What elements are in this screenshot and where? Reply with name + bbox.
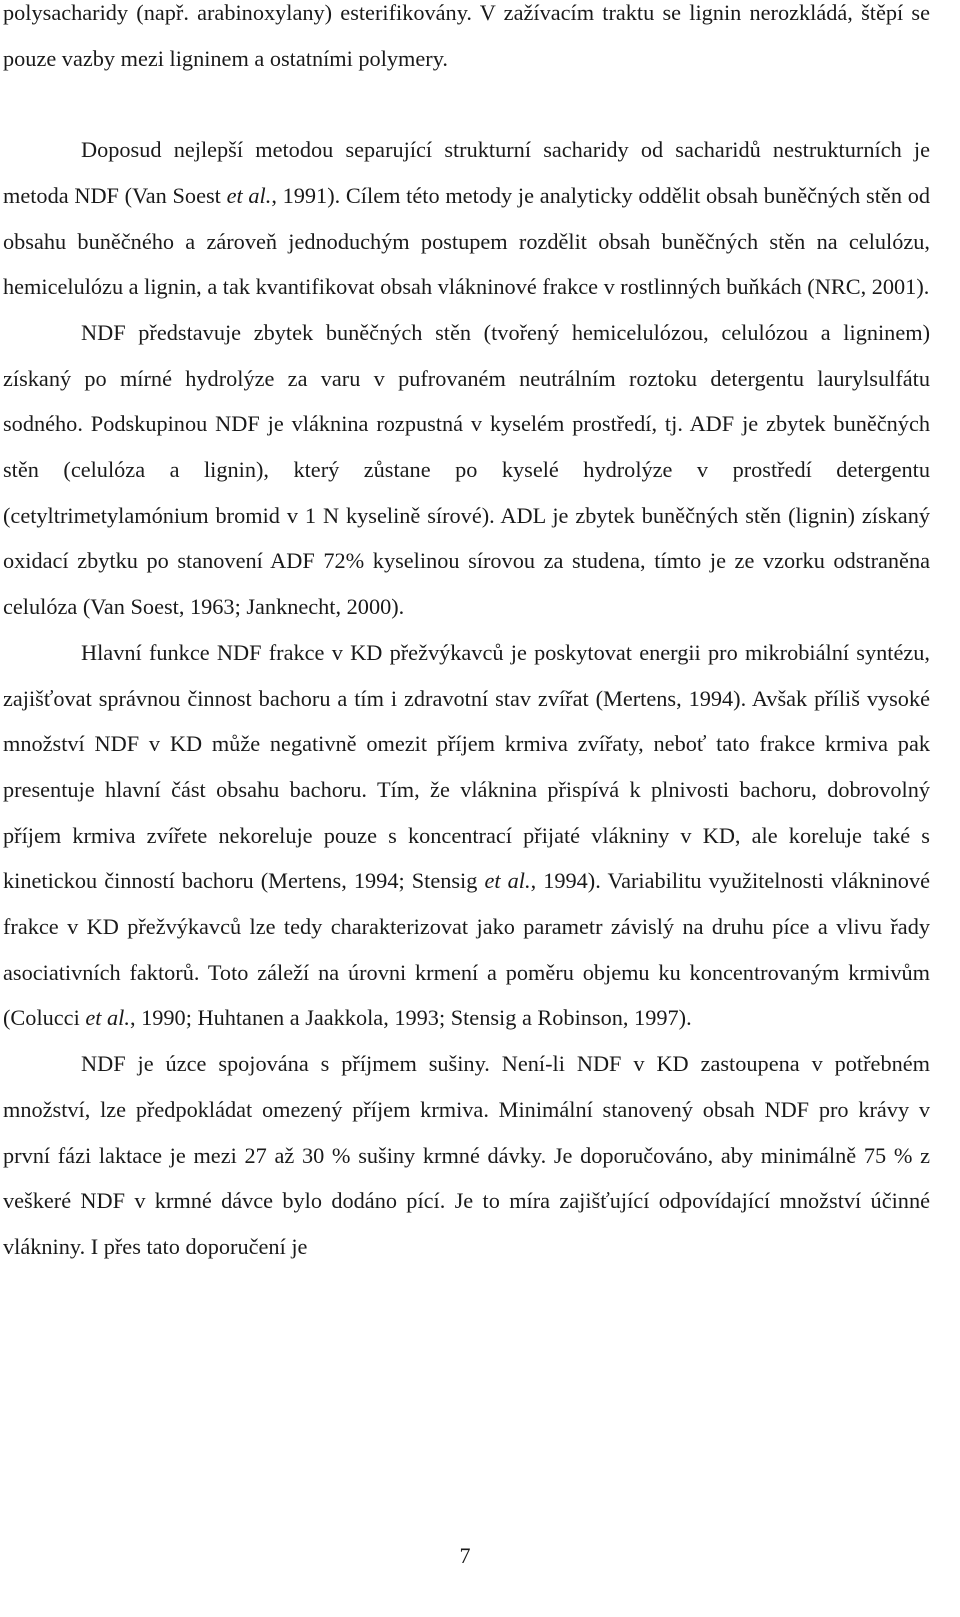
- text-span: Hlavní funkce NDF frakce v KD přežvýkavců je poskytovat energii pro mikrobiální syntézu, zajišťovat správnou činnost bachoru a tím i zdravotní stav zvířat (Mertens, 1994). Avšak příliš vysoké množství NDF v KD může negativně omezit příjem krmiva zvířaty, neboť tato frakce krmiva pak presentuje hlavní část obsahu bachoru. Tím, že vláknina přispívá k plnivosti bachoru, dobrovolný příjem krmiva zvířete nekoreluje pouze s koncentrací přijaté vlákniny v KD, ale koreluje také s kinetickou činností bachoru (Mertens, 1994; Stensig: [3, 639, 930, 894]
- text-span: NDF je úzce spojována s příjmem sušiny. Není-li NDF v KD zastoupena v potřebném množství, lze předpokládat omezený příjem krmiva. Minimální stanovený obsah NDF pro krávy v první fázi laktace je mezi 27 až 30 % sušiny krmné dávky. Je doporučováno, aby minimálně 75 % z veškeré NDF v krmné dávce bylo dodáno pící. Je to míra zajišťující odpovídající množství účinné vlákniny. I přes tato doporučení je: [3, 1051, 930, 1259]
- paragraph-4: [3, 630, 930, 1041]
- text-span: NDF představuje zbytek buněčných stěn (tvořený hemicelulózou, celulózou a ligninem) získaný po mírné hydrolýze za varu v pufrovaném neutrálním roztoku detergentu laurylsulfátu sodného. Podskupinou NDF je vláknina rozpustná v kyselém prostředí, tj. ADF je zbytek buněčných stěn (celulóza a lignin), který zůstane po kyselé hydrolýze v prostředí detergentu (cetyltrimetylamónium bromid v 1 N kyselině sírové). ADL je zbytek buněčných stěn (lignin) získaný oxidací zbytku po stanovení ADF 72% kyselinou sírovou za studena, tímto je ze vzorku odstraněna celulóza (Van Soest, 1963; Janknecht, 2000).: [3, 319, 930, 620]
- body-text: [3, 0, 930, 1270]
- paragraph-1: [3, 0, 930, 81]
- text-span: polysacharidy (např. arabinoxylany) esterifikovány. V zažívacím traktu se lignin nerozkládá, štěpí se pouze vazby mezi ligninem a ostatními polymery.: [3, 0, 930, 71]
- page-number: 7: [459, 1543, 471, 1568]
- italic-text: et al.: [484, 868, 531, 894]
- text-span: , 1994). Variabilitu využitelnosti vlákninové frakce v KD přežvýkavců lze tedy charakterizovat jako parametr závislý na druhu píce a vlivu řady asociativních faktorů. Toto záleží na úrovni krmení a poměru objemu ku koncentrovaným krmivům (Colucci: [3, 868, 930, 1031]
- italic-text: et al.: [85, 1005, 130, 1031]
- paragraph-5: [3, 1041, 930, 1270]
- text-span: , 1991). Cílem této metody je analyticky oddělit obsah buněčných stěn od obsahu buněčného a zároveň jednoduchým postupem rozdělit obsah buněčných stěn na celulózu, hemicelulózu a lignin, a tak kvantifikovat obsah vlákninové frakce v rostlinných buňkách (NRC, 2001).: [3, 182, 930, 300]
- italic-text: et al.: [226, 182, 272, 208]
- text-span: , 1990; Huhtanen a Jaakkola, 1993; Stensig a Robinson, 1997).: [129, 1005, 692, 1031]
- paragraph-2: [3, 127, 930, 310]
- paragraph-3: [3, 310, 930, 630]
- text-span: Doposud nejlepší metodou separující strukturní sacharidy od sacharidů nestrukturních je metoda NDF (Van Soest: [3, 137, 930, 208]
